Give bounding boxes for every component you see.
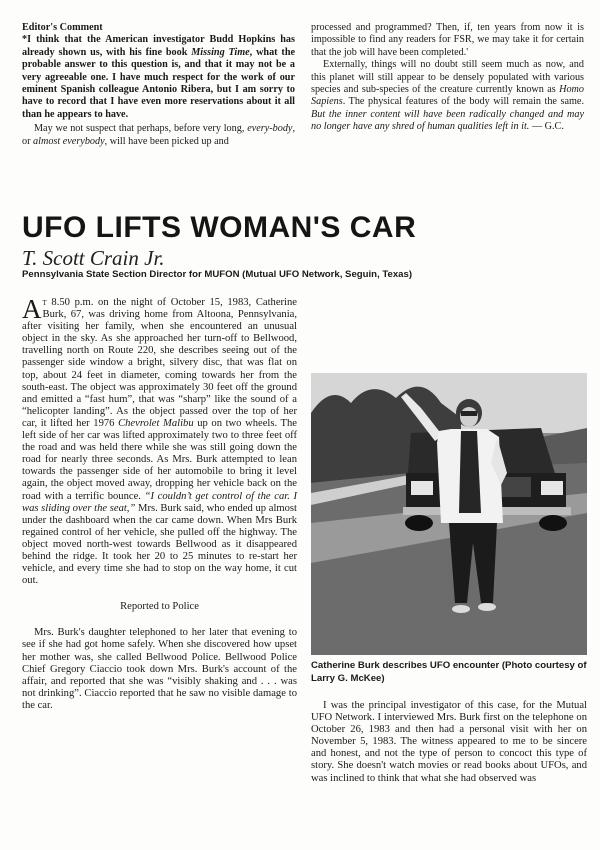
author-affiliation: Pennsylvania State Section Director for MUFON (Mutual UFO Network, Seguin, Texas) [22,269,413,280]
editors-comment-paragraph-4: Externally, things will no doubt still seem much as now, and this planet will still appear to be densely populated with various species and sub-species of the creature currently known as Homo Sapiens. The physical features of the body will remain the same. But the inner content will have been radically changed and may no longer have any shred of human qualities left in it. — G.C. [311,59,584,133]
article-paragraph-2: Mrs. Burk's daughter telephoned to her later that evening to see if she had got home safely. When she discovered how upset her mother was, she called Bellwood Police. Bellwood Police Chief Gregory Ciaccio took down Mrs. Burk's account of the affair, and reported that she was “visibly shaking and . . . was not drinking”. Ciaccio reported that he saw no visible damage to the car. [22,627,297,711]
article-right-column [311,700,587,785]
article-paragraph-3: I was the principal investigator of this case, for the Mutual UFO Network. I interviewed Mrs. Burk first on the telephone on October 26, 1983 and then had a personal visit with her on November 5, 1983. The witness appeared to me to be sincere and honest, and not the type of person to concoct this type of story. She doesn't watch movies or read books about UFOs, and was inclined to think that what she had observed was [311,700,587,784]
editors-comment-paragraph-1: *I think that the American investigator Budd Hopkins has already shown us, with his fine book Missing Time, what the probable answer to this question is, and that it may not be a very agreeable one. I have much respect for the work of our eminent Spanish colleague Antonio Ribera, but I am sorry to have to record that I have even more reservations about it all than he appears to have. [22,34,296,120]
drop-cap: A [22,294,42,324]
article-headline: UFO LIFTS WOMAN'S CAR [22,211,417,244]
editors-comment-paragraph-2: May we not suspect that perhaps, before very long, every-body, or almost everybody, will have been picked up and [22,123,295,147]
photo-woman-by-car [311,373,587,655]
editors-comment-left-column [22,22,295,148]
editors-comment-right-column [311,22,584,134]
article-left-column [22,294,297,712]
section-subhead: Reported to Police [120,601,199,613]
editors-comment-paragraph-3: processed and programmed? Then, if, ten years from now it is impossible to find any readers for FSR, we may take it for certain that the job will have been completed.' [311,22,584,58]
editors-comment-heading: Editor's Comment [22,22,103,33]
photo-caption: Catherine Burk describes UFO encounter (Photo courtesy of Larry G. McKee) [311,660,587,684]
article-author: T. Scott Crain Jr. [22,246,165,270]
article-paragraph-1: At 8.50 p.m. on the night of October 15, 1983, Catherine Burk, 67, was driving home from Altoona, Pennsylvania, after visiting her family, when she encountered an unusual object in the sky. As she approached her turn-off to Bellwood, travelling north on Route 220, she describes seeing out of the passenger side window a bright, silvery disc, that was flat on top, about 24 feet in diameter, coming towards her from the south-east. The object was approximately 30 feet off the ground and emitted a “fast hum”, that was “sharp” like the sound of a “helicopter landing”. As the object passed over the top of her car, it lifted her 1976 Chevrolet Malibu up on two wheels. The left side of her car was lifted approximately two to three feet off the road and was held there while she was still going down the road for nearly three seconds. As Mrs. Burk attempted to lean towards the passenger side of her automobile to bring it level again, the object moved away, dropping her vehicle back on the road with a terrific bounce. “I couldn’t get control of the car. I was sliding over the seat,” Mrs. Burk said, who ended up almost under the dashboard when the car came down. When Mrs Burk regained control of her vehicle, she pulled off the highway. The object moved north-west towards Bellwood as it disappeared behind the ridge. It took her 20 to 25 minutes to re-start her vehicle, and every time she had to stop on the way home, it cut out. [22,294,297,587]
